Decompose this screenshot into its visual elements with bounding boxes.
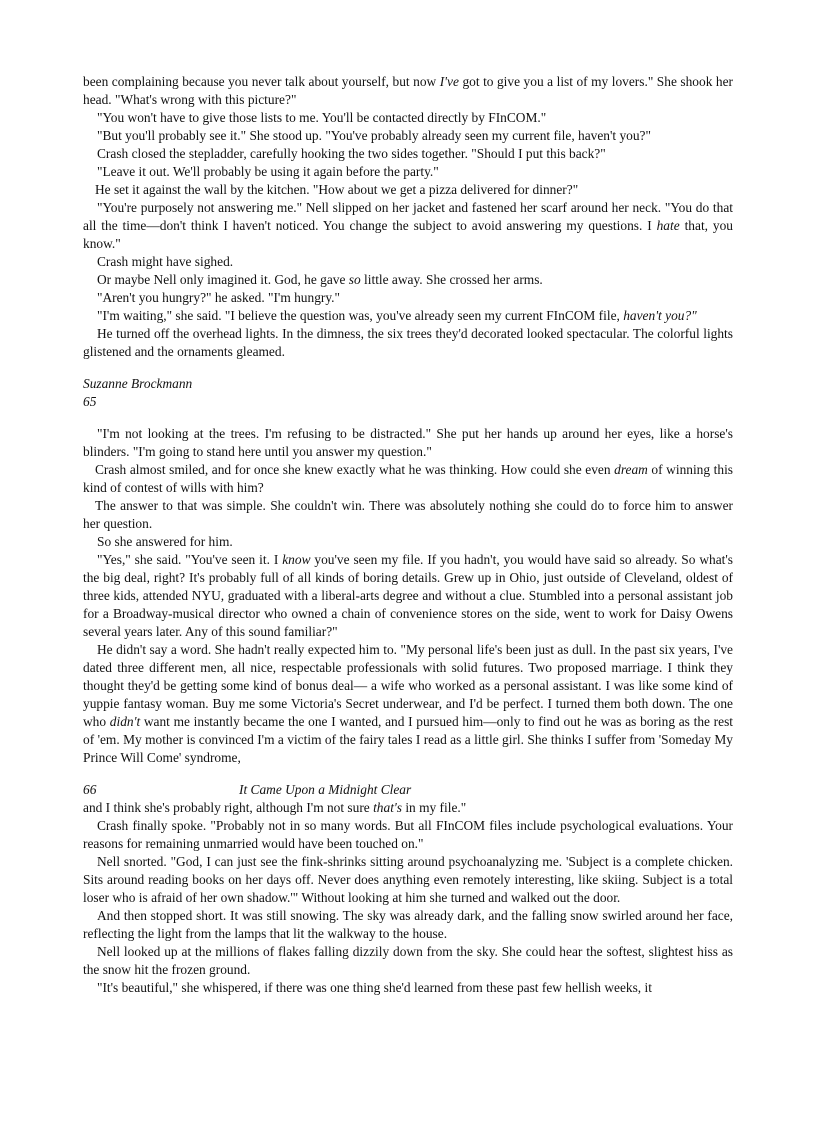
running-header (83, 781, 733, 799)
paragraph: The answer to that was simple. She couldn't win. There was absolutely nothing she could do to force him to answer her question. (83, 498, 733, 531)
paragraph: He turned off the overhead lights. In the dimness, the six trees they'd decorated looked spectacular. The colorful lights glistened and the ornaments gleamed. (83, 326, 733, 359)
paragraph: Or maybe Nell only imagined it. God, he gave so little away. She crossed her arms. (97, 272, 543, 287)
paragraph: Nell looked up at the millions of flakes falling dizzily down from the sky. She could hear the softest, slightest hiss as the snow hit the frozen ground. (83, 944, 733, 977)
paragraph: Crash might have sighed. (97, 254, 234, 269)
running-header-title: It Came Upon a Midnight Clear (239, 782, 412, 797)
page-number: 65 (83, 394, 97, 409)
paragraph: "I'm not looking at the trees. I'm refusing to be distracted." She put her hands up around her eyes, like a horse's blinders. "I'm going to stand here until you answer my question." (83, 426, 733, 459)
paragraph: He set it against the wall by the kitchen. "How about we get a pizza delivered for dinner?" (95, 182, 579, 197)
paragraph: "Leave it out. We'll probably be using it again before the party." (97, 164, 439, 179)
paragraph: "I'm waiting," she said. "I believe the question was, you've already seen my current FInCOM file, haven't you?" (97, 308, 697, 323)
paragraph: He didn't say a word. She hadn't really expected him to. "My personal life's been just as dull. In the past six years, I've dated three different men, all nice, respectable professionals with solid futures. Two proposed marriage. I think they thought they'd be getting some kind of bonus deal— a wife who worked as a personal assistant. I was like some kind of yuppie fantasy woman. Buy me some Victoria's Secret underwear, and I'd be perfect. I turned them both down. The one who didn't want me instantly became the one I wanted, and I pursued him—only to find out he was as boring as the rest of 'em. My mother is convinced I'm a victim of the fairy tales I read as a little girl. She thinks I suffer from 'Someday My Prince Will Come' syndrome, (83, 642, 733, 765)
paragraph: "Yes," she said. "You've seen it. I know you've seen my file. If you hadn't, you would have said so already. So what's the big deal, right? It's probably full of all kinds of boring details. Grew up in Ohio, just outside of Cleveland, oldest of three kids, attended NYU, graduated with a liberal-arts degree and without a clue. Stumbled into a personal assistant job for a Broadway-musical director who owned a chain of convenience stores on the side, went to work for Daisy Owens several years later. Any of this sound familiar?" (83, 552, 733, 639)
paragraph: and I think she's probably right, although I'm not sure that's in my file." (83, 800, 467, 815)
paragraph: been complaining because you never talk about yourself, but now I've got to give you a list of my lovers." She shook her head. "What's wrong with this picture?" (83, 74, 733, 107)
paragraph: And then stopped short. It was still snowing. The sky was already dark, and the falling snow swirled around her face, reflecting the light from the lamps that lit the walkway to the house. (83, 908, 733, 941)
paragraph: Crash finally spoke. "Probably not in so many words. But all FInCOM files include psychological evaluations. Your reasons for remaining unmarried would have been touched on." (83, 818, 733, 851)
paragraph: "You won't have to give those lists to me. You'll be contacted directly by FInCOM." (97, 110, 547, 125)
paragraph: "But you'll probably see it." She stood up. "You've probably already seen my current file, haven't you?" (97, 128, 651, 143)
paragraph: Nell snorted. "God, I can just see the fink-shrinks sitting around psychoanalyzing me. 'Subject is a complete chicken. Sits around reading books on her days off. Never does anything even remotely interesting, like skiing. Subject is a total loser who is afraid of her own shadow.'" Without looking at him she turned and walked out the door. (83, 854, 733, 905)
paragraph: "It's beautiful," she whispered, if there was one thing she'd learned from these past few hellish weeks, it (97, 980, 652, 995)
page-number: 66 (83, 782, 97, 797)
book-page (83, 73, 733, 997)
paragraph: "Aren't you hungry?" he asked. "I'm hungry." (97, 290, 340, 305)
paragraph: Crash almost smiled, and for once she knew exactly what he was thinking. How could she even dream of winning this kind of contest of wills with him? (83, 462, 734, 495)
paragraph: Crash closed the stepladder, carefully hooking the two sides together. "Should I put this back?" (97, 146, 606, 161)
paragraph: "You're purposely not answering me." Nell slipped on her jacket and fastened her scarf around her neck. "You do that all the time—don't think I haven't noticed. You change the subject to avoid answering my questions. I hate that, you know." (83, 200, 734, 251)
running-footer-author: Suzanne Brockmann (83, 376, 193, 391)
paragraph: So she answered for him. (97, 534, 233, 549)
